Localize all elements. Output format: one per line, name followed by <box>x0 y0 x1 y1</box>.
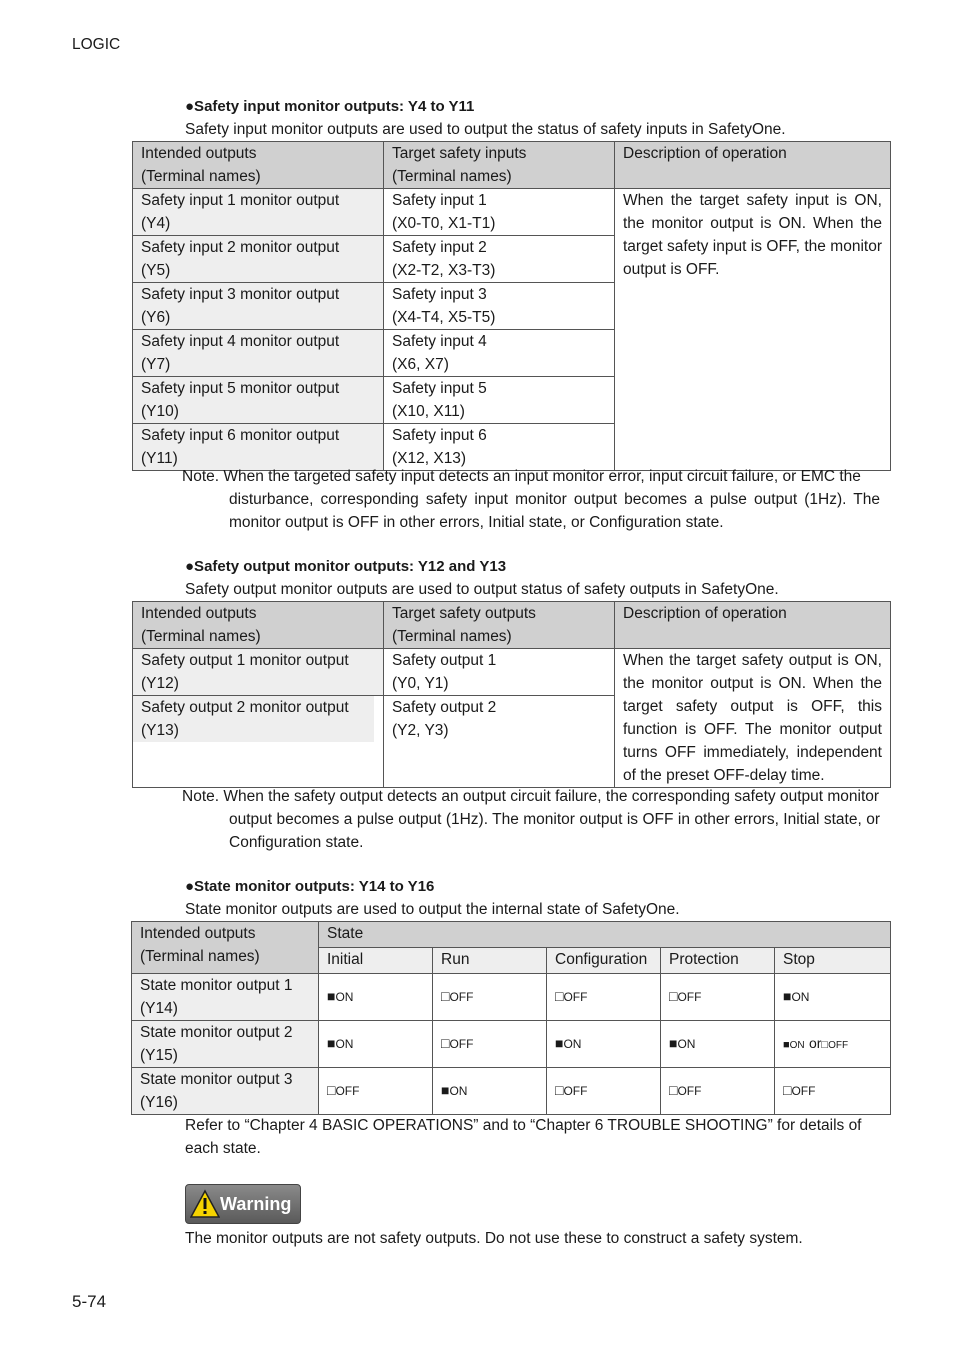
col-target-safety-outputs: Target safety outputs (Terminal names) <box>384 602 615 649</box>
state-cell: □OFF <box>661 1068 775 1115</box>
table-row <box>133 189 891 236</box>
section3-heading: ●State monitor outputs: Y14 to Y16 <box>185 878 435 895</box>
state-protection: Protection <box>661 948 775 974</box>
state-stop: Stop <box>775 948 891 974</box>
safety-input-monitor-table <box>132 141 891 471</box>
state-cell: ■ON <box>775 974 891 1021</box>
warning-text: The monitor outputs are not safety outputs. Do not use these to construct a safety system. <box>185 1230 803 1247</box>
col-intended-outputs: Intended outputs (Terminal names) <box>132 922 319 974</box>
output-cell: Safety input 4 monitor output (Y7) <box>133 330 384 377</box>
state-configuration: Configuration <box>547 948 661 974</box>
target-cell: Safety input 5 (X10, X11) <box>384 377 615 424</box>
table-row <box>132 1068 891 1115</box>
section2-note: Note. When the safety output detects an output circuit failure, the corresponding safety output monitor output becomes a pulse output (1Hz). The monitor output is OFF in other errors, Initial state, or Configuration state. <box>182 788 880 851</box>
target-cell: Safety input 1 (X0-T0, X1-T1) <box>384 189 615 236</box>
col-description: Description of operation <box>615 602 891 649</box>
state-cell: □OFF <box>547 974 661 1021</box>
output-cell: Safety input 5 monitor output (Y10) <box>133 377 384 424</box>
target-cell: Safety output 2 (Y2, Y3) <box>384 696 615 788</box>
description-cell: When the target safety input is ON, the monitor output is ON. When the target safety input is OFF, the monitor output is OFF. <box>615 189 891 471</box>
target-cell: Safety output 1 (Y0, Y1) <box>384 649 615 696</box>
warning-badge <box>185 1184 301 1224</box>
state-run: Run <box>433 948 547 974</box>
state-cell: □OFF <box>433 974 547 1021</box>
table-row <box>132 974 891 1021</box>
table-header-row <box>133 142 891 189</box>
col-intended-outputs: Intended outputs (Terminal names) <box>133 142 384 189</box>
table-header-row <box>133 602 891 649</box>
col-description: Description of operation <box>615 142 891 189</box>
state-monitor-table <box>131 921 891 1115</box>
state-initial: Initial <box>319 948 433 974</box>
state-cell: □OFF <box>433 1021 547 1068</box>
section1-heading: ●Safety input monitor outputs: Y4 to Y11 <box>185 98 475 115</box>
state-cell: ■ON <box>319 1021 433 1068</box>
output-cell: Safety input 6 monitor output (Y11) <box>133 424 384 471</box>
output-cell: Safety output 1 monitor output (Y12) <box>133 649 384 696</box>
target-cell: Safety input 4 (X6, X7) <box>384 330 615 377</box>
section3-intro: State monitor outputs are used to output the internal state of SafetyOne. <box>185 901 680 918</box>
state-cell: ■ON <box>433 1068 547 1115</box>
output-cell: Safety input 2 monitor output (Y5) <box>133 236 384 283</box>
col-target-safety-inputs: Target safety inputs (Terminal names) <box>384 142 615 189</box>
safety-output-monitor-table <box>132 601 891 788</box>
page-number: 5-74 <box>72 1292 107 1311</box>
table-row <box>132 1021 891 1068</box>
section2-intro: Safety output monitor outputs are used to output status of safety outputs in SafetyOne. <box>185 581 779 598</box>
output-cell: State monitor output 1 (Y14) <box>132 974 319 1021</box>
warning-badge-label: Warning <box>220 1193 292 1214</box>
state-cell: □OFF <box>775 1068 891 1115</box>
state-reference-text: Refer to “Chapter 4 BASIC OPERATIONS” and to “Chapter 6 TROUBLE SHOOTING” for details of each state. <box>185 1117 862 1157</box>
page-header-label: LOGIC <box>72 36 121 53</box>
state-cell: □OFF <box>547 1068 661 1115</box>
state-cell: ■ON <box>547 1021 661 1068</box>
state-cell: ■ON or□OFF <box>775 1021 891 1068</box>
target-cell: Safety input 2 (X2-T2, X3-T3) <box>384 236 615 283</box>
section2-heading: ●Safety output monitor outputs: Y12 and Y13 <box>185 558 507 575</box>
output-cell: Safety input 3 monitor output (Y6) <box>133 283 384 330</box>
section1-intro: Safety input monitor outputs are used to output the status of safety inputs in SafetyOne. <box>185 121 786 138</box>
col-state: State <box>319 922 891 948</box>
state-cell: □OFF <box>319 1068 433 1115</box>
col-intended-outputs: Intended outputs (Terminal names) <box>133 602 384 649</box>
target-cell: Safety input 6 (X12, X13) <box>384 424 615 471</box>
description-cell: When the target safety output is ON, the monitor output is ON. When the target safety output is OFF, this function is OFF. The monitor output turns OFF immediately, independent of the preset OFF-delay time. <box>615 649 891 788</box>
output-cell: State monitor output 2 (Y15) <box>132 1021 319 1068</box>
table-header-row <box>132 922 891 948</box>
output-cell: State monitor output 3 (Y16) <box>132 1068 319 1115</box>
state-cell: □OFF <box>661 974 775 1021</box>
section1-note: Note. When the targeted safety input detects an input monitor error, input circuit failure, or EMC the disturbance, corresponding safety input monitor output becomes a pulse output (1Hz). The monitor output is OFF in other errors, Initial state, or Configuration state. <box>182 468 880 531</box>
state-cell: ■ON <box>661 1021 775 1068</box>
output-cell: Safety output 2 monitor output (Y13) <box>133 696 384 788</box>
warning-triangle-icon <box>190 1189 220 1219</box>
table-row <box>133 649 891 696</box>
state-cell: ■ON <box>319 974 433 1021</box>
output-cell: Safety input 1 monitor output (Y4) <box>133 189 384 236</box>
target-cell: Safety input 3 (X4-T4, X5-T5) <box>384 283 615 330</box>
